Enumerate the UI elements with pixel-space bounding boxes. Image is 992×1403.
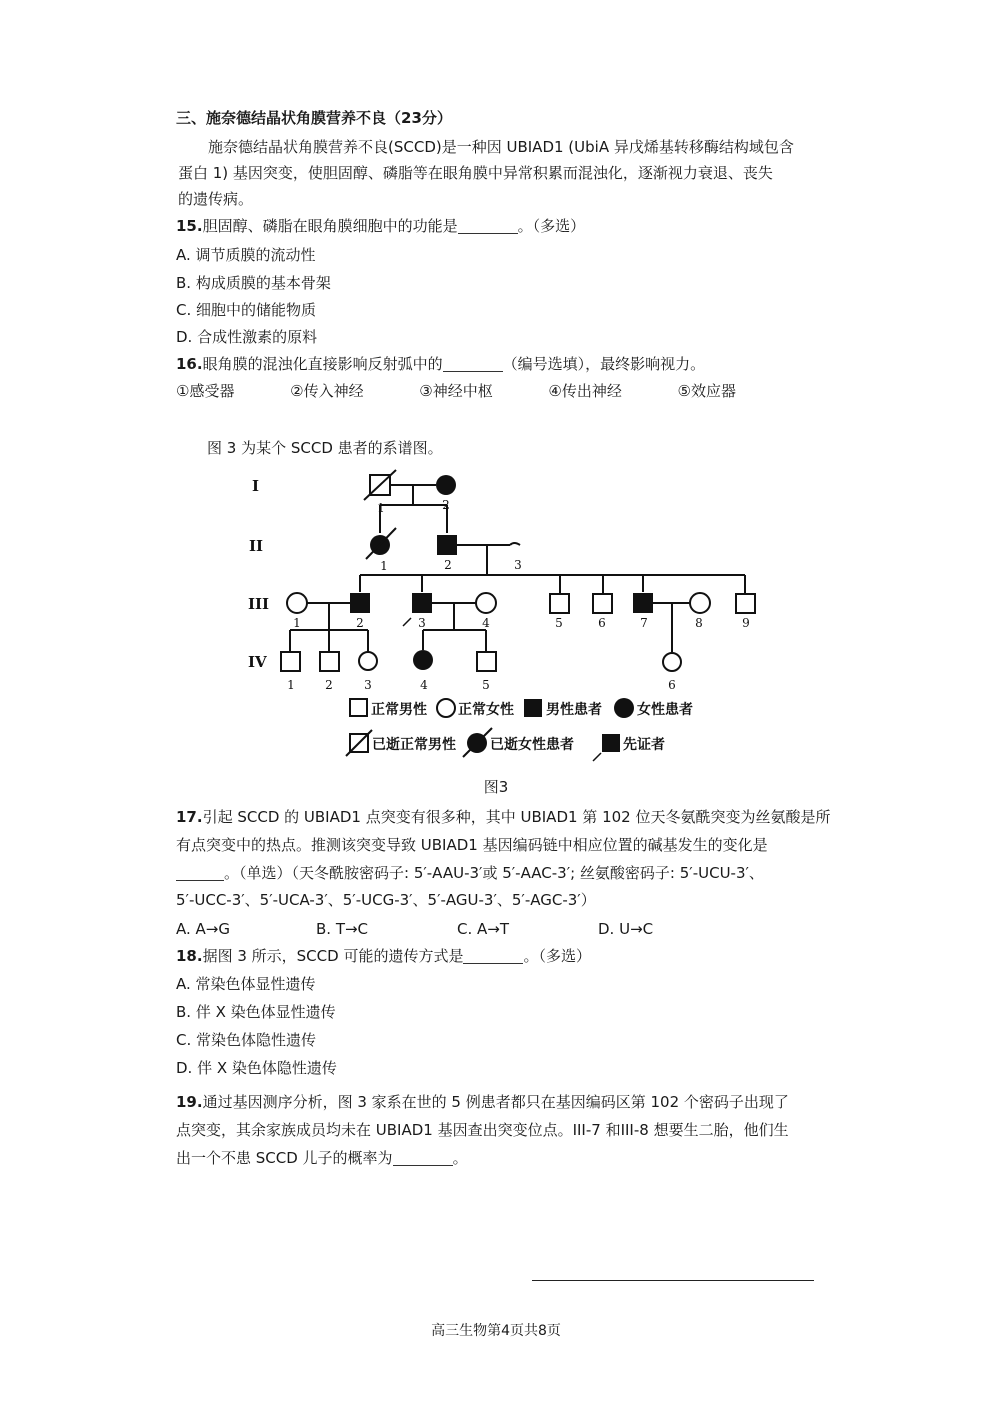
individual-ii-2 [437, 535, 457, 555]
individual-iv-3 [359, 652, 377, 670]
q18-option-a: A. 常染色体显性遗传 [176, 975, 316, 993]
answer-blank[interactable] [176, 866, 224, 881]
q17-option-c: C. A→T [457, 920, 510, 938]
q17-option-d: D. U→C [598, 920, 654, 938]
q16-option-5: ⑤效应器 [677, 382, 736, 400]
q16-option-1: ①感受器 [176, 382, 235, 400]
individual-number: 2 [442, 498, 450, 512]
q16-option-4: ④传出神经 [548, 382, 622, 400]
individual-number: 3 [418, 616, 426, 630]
q15-option-d: D. 合成性激素的原料 [176, 328, 318, 346]
question-suffix: 。（多选） [517, 217, 586, 235]
individual-iii-5 [550, 594, 569, 613]
q15-option-b: B. 构成质膜的基本骨架 [176, 274, 331, 292]
question-number: 18. [176, 947, 203, 965]
individual-number: 1 [287, 678, 295, 692]
individual-number: 4 [420, 678, 428, 692]
individual-iii-9 [736, 594, 755, 613]
individual-number: 6 [598, 616, 606, 630]
individual-iv-4 [413, 650, 433, 670]
legend-affected-male: 男性患者 [546, 702, 602, 718]
question-18 [176, 945, 591, 967]
individual-iv-2 [320, 652, 339, 671]
legend-normal-female-icon [437, 699, 455, 717]
q16-option-2: ②传入神经 [290, 382, 364, 400]
legend-deceased-affected-female: 已逝女性患者 [490, 737, 574, 753]
individual-iii-3-proband [412, 593, 432, 613]
q17-line-3-text: 。（单选）（天冬酰胺密码子: 5′-AAU-3′或 5′-AAC-3′; 丝氨酸密码子: 5′-UCU-3′、 [224, 864, 764, 882]
q15-option-c: C. 细胞中的储能物质 [176, 301, 317, 319]
answer-blank[interactable] [393, 1151, 453, 1166]
legend-normal-male-icon [350, 699, 367, 716]
q18-option-b: B. 伴 X 染色体显性遗传 [176, 1003, 336, 1021]
marriage-line-ii [510, 543, 520, 545]
question-suffix: （编号选填），最终影响视力。 [502, 355, 706, 373]
q19-line-3-text: 出一个不患 SCCD 儿子的概率为 [176, 1149, 393, 1167]
individual-iii-8 [690, 593, 710, 613]
individual-number: 2 [356, 616, 364, 630]
generation-label: II [249, 537, 264, 555]
question-number: 16. [176, 355, 203, 373]
q17-option-a: A. A→G [176, 920, 230, 938]
question-number: 17. [176, 808, 203, 826]
individual-iv-1 [281, 652, 300, 671]
individual-iii-2 [350, 593, 370, 613]
q16-option-3: ③神经中枢 [419, 382, 493, 400]
proband-arrow [593, 753, 601, 761]
q18-option-d: D. 伴 X 染色体隐性遗传 [176, 1059, 337, 1077]
question-stem: 引起 SCCD 的 UBIAD1 点突变有很多种，其中 UBIAD1 第 102 位天冬氨酰突变为丝氨酸是所 [202, 808, 831, 826]
q17-line-3 [176, 862, 764, 884]
legend-proband: 先证者 [623, 737, 665, 753]
legend-normal-male: 正常男性 [371, 702, 427, 718]
individual-i-2 [436, 475, 456, 495]
individual-number: 9 [742, 616, 750, 630]
individual-number: 4 [482, 616, 490, 630]
figure-caption: 图 3 为某个 SCCD 患者的系谱图。 [207, 439, 443, 457]
individual-number: 6 [668, 678, 676, 692]
answer-line [532, 1280, 814, 1281]
legend-affected-female: 女性患者 [637, 702, 693, 718]
individual-number: 5 [555, 616, 563, 630]
legend-affected-female-icon [614, 698, 634, 718]
question-stem: 胆固醇、磷脂在眼角膜细胞中的功能是 [202, 217, 458, 235]
legend-affected-male-icon [524, 699, 542, 717]
individual-iii-7 [633, 593, 653, 613]
q19-line-3 [176, 1147, 468, 1169]
q17-option-b: B. T→C [316, 920, 369, 938]
individual-number: 1 [293, 616, 301, 630]
legend-proband-icon [602, 734, 620, 752]
individual-number: 1 [377, 501, 385, 515]
individual-iii-6 [593, 594, 612, 613]
individual-iii-4 [476, 593, 496, 613]
section-title: 三、施奈德结晶状角膜营养不良（23分） [176, 109, 452, 127]
generation-label: IV [248, 653, 267, 671]
question-suffix: 。（多选） [523, 947, 591, 965]
q19-line-2: 点突变，其余家族成员均未在 UBIAD1 基因查出突变位点。III-7 和III-8 想要生二胎，他们生 [176, 1121, 789, 1139]
intro-line-2: 蛋白 1) 基因突变，使胆固醇、磷脂等在眼角膜中异常积累而混浊化，逐渐视力衰退、丧失 [178, 164, 773, 182]
generation-label: I [252, 477, 260, 495]
legend-normal-female: 正常女性 [458, 702, 514, 718]
page-footer: 高三生物第4页共8页 [431, 1323, 561, 1339]
individual-number: 5 [482, 678, 490, 692]
individual-number: 1 [380, 559, 388, 573]
individual-iv-5 [477, 652, 496, 671]
individual-number: 3 [364, 678, 372, 692]
individual-number: 3 [514, 558, 522, 572]
intro-line-1: 施奈德结晶状角膜营养不良(SCCD)是一种因 UBIAD1 (UbiA 异戊烯基转移酶结构域包含 [208, 138, 794, 156]
intro-line-3: 的遗传病。 [178, 190, 254, 208]
question-17 [176, 806, 830, 828]
answer-blank[interactable] [463, 949, 523, 964]
q17-line-2: 有点突变中的热点。推测该突变导致 UBIAD1 基因编码链中相应位置的碱基发生的变化是 [176, 836, 768, 854]
q18-option-c: C. 常染色体隐性遗传 [176, 1031, 317, 1049]
question-number: 15. [176, 217, 203, 235]
q15-option-a: A. 调节质膜的流动性 [176, 246, 316, 264]
individual-number: 2 [325, 678, 333, 692]
individual-number: 2 [444, 558, 452, 572]
question-stem: 眼角膜的混浊化直接影响反射弧中的 [202, 355, 443, 373]
question-suffix: 。 [452, 1149, 468, 1167]
proband-arrow [403, 618, 411, 626]
question-19 [176, 1091, 789, 1113]
individual-number: 7 [640, 616, 648, 630]
q17-line-4: 5′-UCC-3′、5′-UCA-3′、5′-UCG-3′、5′-AGU-3′、5′-AGC-3′） [176, 891, 596, 909]
question-number: 19. [176, 1093, 203, 1111]
question-stem: 通过基因测序分析，图 3 家系在世的 5 例患者都只在基因编码区第 102 个密码子出现了 [202, 1093, 789, 1111]
individual-iv-6 [663, 653, 681, 671]
legend-deceased-normal-male: 已逝正常男性 [372, 737, 456, 753]
question-stem: 据图 3 所示，SCCD 可能的遗传方式是 [202, 947, 464, 965]
figure-label: 图3 [483, 778, 509, 796]
individual-number: 8 [695, 616, 703, 630]
generation-label: III [248, 595, 270, 613]
individual-iii-1 [287, 593, 307, 613]
